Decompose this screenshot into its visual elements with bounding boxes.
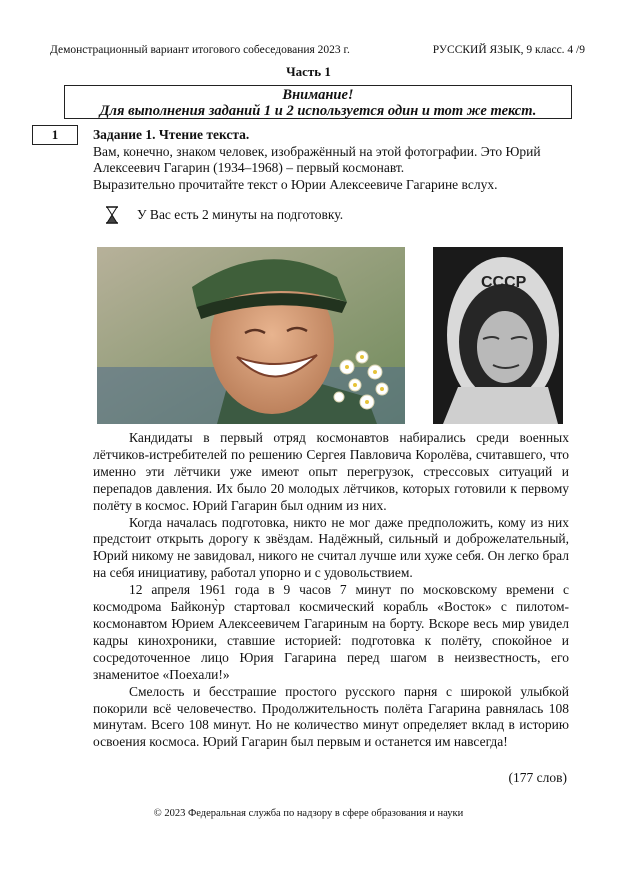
page-header [50,44,585,56]
header-right: РУССКИЙ ЯЗЫК, 9 класс. 4 /9 [432,44,585,56]
hourglass-icon [105,206,119,224]
helmet-label: СССР [481,274,527,291]
reading-text [93,430,569,751]
prep-time-text: У Вас есть 2 минуты на подготовку. [137,207,344,222]
task-instruction: Выразительно прочитайте текст о Юрии Алексеевиче Гагарине вслух. [93,176,498,192]
attention-heading: Внимание! [282,87,354,103]
paragraph: 12 апреля 1961 года в 9 часов 7 минут по московскому времени с космодрома Байкону̀р стартовал космический корабль «Восток» с пилотом-космонавтом Юрием Алексеевичем Гагариным на борту. Вскоре весь мир увидел кадры кинохроники, ставшие историей: подготовка к полёту, спокойное и сосредоточенное лицо Юрия Гагарина перед шагом в неизвестность, его знаменитое «Поехали!» [93,582,569,682]
header-left: Демонстрационный вариант итогового собеседования 2023 г. [50,44,350,56]
gagarin-smiling-photo [97,247,405,424]
attention-text: Для выполнения заданий 1 и 2 используется один и тот же текст. [99,103,537,119]
paragraph: Когда началась подготовка, никто не мог даже предположить, кому из них предстоит открыть дорогу к звёздам. Надёжный, сильный и доброжелательный, Юрий никому не завидовал, никого не считал лучше или хуже себя. Он легко брал на себя инициативу, работал упорно и с удовольствием. [93,514,569,581]
task-intro: Вам, конечно, знаком человек, изображённый на этой фотографии. Это Юрий Алексеевич Гагарин (1934–1968) – первый космонавт. [93,143,541,175]
task-title: Задание 1. Чтение текста. [93,127,250,142]
task-number: 1 [32,125,78,145]
word-count: (177 слов) [508,770,567,785]
paragraph: Кандидаты в первый отряд космонавтов набирались среди военных лётчиков-истребителей по решению Сергея Павловича Королёва, считавшего, что именно эти лётчики уже имеют опыт перегрузок, стрессовых ситуаций и перепадов давления. Их было 20 молодых лётчиков, которых готовили к первому полёту в космос. Юрий Гагарин был одним из них. [93,430,569,513]
prep-time-note [105,206,343,224]
attention-box [64,85,572,119]
part-title: Часть 1 [286,64,331,79]
task-block [93,127,577,193]
gagarin-helmet-photo [433,247,563,424]
paragraph: Смелость и бесстрашие простого русского парня с широкой улыбкой покорили всё человечество. Продолжительность полёта Гагарина равнялась 108 минутам. Всего 108 минут. Но не количество минут определяет вклад в историю освоения космоса. Юрий Гагарин был первым и останется им навсегда! [93,683,569,750]
page-footer: © 2023 Федеральная служба по надзору в сфере образования и науки [153,808,464,819]
